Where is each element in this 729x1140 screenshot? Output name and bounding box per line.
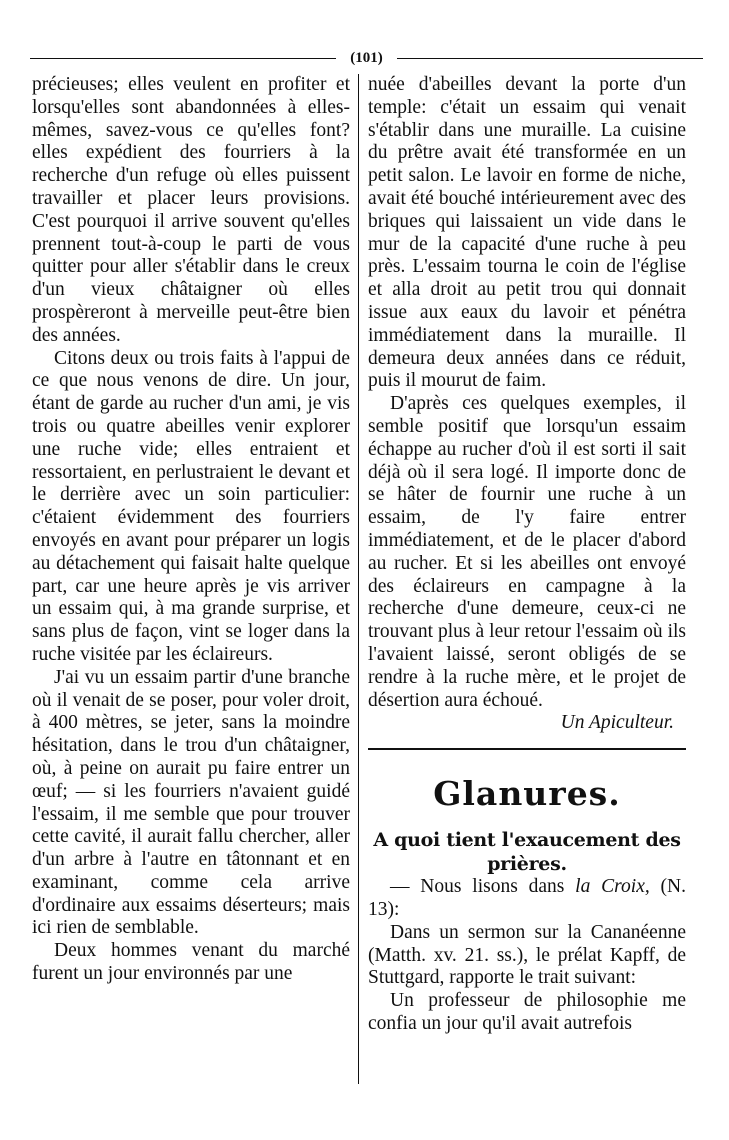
section-separator: [368, 748, 686, 750]
source-title: la Croix,: [575, 876, 650, 898]
article-subtitle: A quoi tient l'exaucement des prières.: [373, 829, 681, 876]
column-divider: [358, 74, 359, 1084]
paragraph: D'après ces quelques exemples, il semble positif que lorsqu'un essaim échappe au rucher d'où il est sorti il sait déjà où il sera logé. Il importe donc de se hâter de fournir une ruche à un essaim, de l'y faire entrer immédiatement, et de le placer d'abord au rucher. Et si les abeilles ont envoyé des éclaireurs en campagne à la recherche d'une demeure, ceux-ci ne trouvant plus à leur retour l'essaim où ils l'avaient laissé, seront obligés de se rendre à la ruche mère, et le projet de désertion aura échoué.: [368, 393, 686, 711]
source-suffix: (N. 13):: [368, 876, 686, 920]
left-column: [32, 74, 350, 986]
paragraph: nuée d'abeilles devant la porte d'un temple: c'était un essaim qui venait s'établir dans une muraille. La cuisine du prêtre avait été transformée en un petit salon. Le lavoir en forme de niche, avait été bouché intérieurement avec des briques qui laissaient un vide dans le mur de la capacité d'une ruche à peu près. L'essaim tourna le coin de l'église et alla droit au petit trou qui donnait issue aux eaux du lavoir et pénétra immédiatement dans la muraille. Il demeura deux années dans ce réduit, puis il mourut de faim.: [368, 74, 686, 392]
paragraph: précieuses; elles veulent en profiter et lorsqu'elles sont abandonnées à elles-mêmes, savez-vous ce qu'elles font? elles expédient des fourriers à la recherche d'un refuge où elles puissent travailler et placer leurs provisions. C'est pourquoi il arrive souvent qu'elles prennent tout-à-coup le parti de vous quitter pour aller s'établir dans le creux d'un vieux châtaigner où elles prospèreront à merveille peut-être bien des années.: [32, 74, 350, 346]
header-rule-right: [397, 58, 703, 59]
source-prefix: — Nous lisons dans: [390, 876, 565, 898]
paragraph: Citons deux ou trois faits à l'appui de ce que nous venons de dire. Un jour, étant de garde au rucher d'un ami, je vis trois ou quatre abeilles venir explorer une ruche vide; elles entraient et ressortaient, en perlustraient le devant et le derrière avec un soin particulier: c'étaient évidemment des fourriers envoyés en avant pour préparer un logis au détachement qui faisait halte quelque part, car une heure après je vis arriver un essaim qui, à ma grande surprise, et sans plus de façon, vint se loger dans la ruche visitée par les éclaireurs.: [32, 347, 350, 665]
right-column: [368, 74, 686, 1036]
source-line: [368, 876, 686, 922]
paragraph: Deux hommes venant du marché furent un jour environnés par une: [32, 940, 350, 985]
section-title: Glanures.: [433, 774, 621, 814]
page-number: (101): [350, 50, 383, 66]
paragraph: J'ai vu un essaim partir d'une branche où il venait de se poser, pour voler droit, à 400 mètres, se jeter, sans la moindre hésitation, dans le trou d'un châtaigner, où, à peine on aurait pu faire entrer un œuf; — si les fourriers n'avaient guidé l'essaim, il me semble que pour trouver cette cavité, il aurait fallu chercher, aller d'un arbre à l'autre en tâtonnant et en examinant, comme cela arrive d'ordinaire aux essaims déserteurs; mais ici rien de semblable.: [32, 666, 350, 939]
page-header: [30, 47, 703, 69]
article-signature: Un Apiculteur.: [560, 712, 674, 734]
paragraph: Un professeur de philosophie me confia un jour qu'il avait autrefois: [368, 990, 686, 1034]
paragraph: Dans un sermon sur la Cananéenne (Matth. xv. 21. ss.), le prélat Kapff, de Stuttgard, rapporte le trait suivant:: [368, 921, 686, 989]
